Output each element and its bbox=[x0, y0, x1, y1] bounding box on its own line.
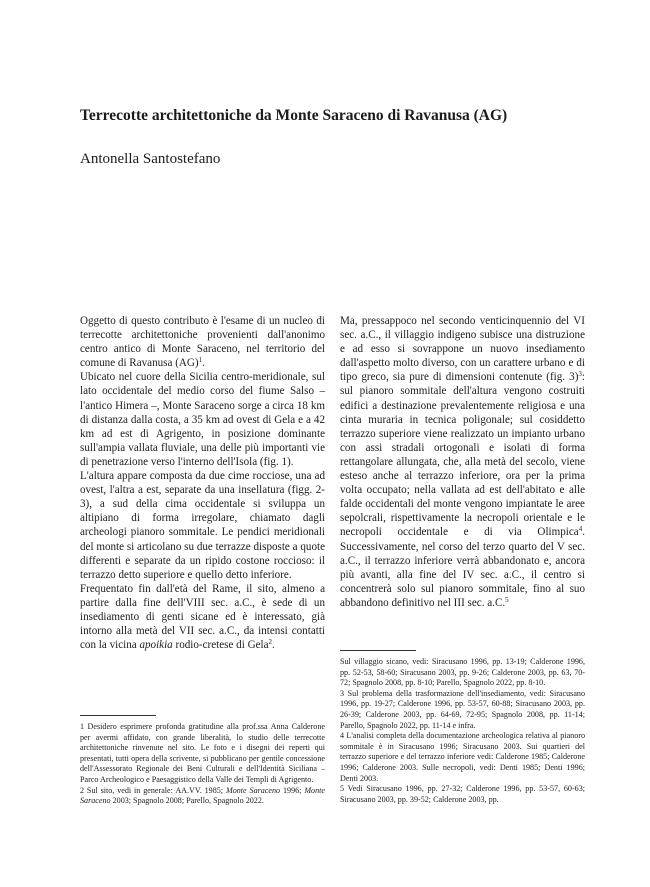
author-name: Antonella Santostefano bbox=[80, 151, 221, 167]
footnote: 5 Vedi Siracusano 1996, pp. 27-32; Calderone 1996, pp. 53-57, 60-63; Siracusano 2003, pp. 39-52; Calderone 2003, pp. bbox=[340, 784, 585, 804]
footnote-ref[interactable]: 1 bbox=[198, 356, 203, 365]
footnote-ref[interactable]: 2 bbox=[268, 638, 273, 647]
footnote: 2 Sul sito, vedi in generale: AA.VV. 1985; Monte Saraceno 1996; Monte Saraceno 2003; Spagnolo 2008; Parello, Spagnolo 2022. bbox=[80, 785, 325, 806]
paragraph: L'altura appare composta da due cime rocciose, una ad ovest, l'altra a est, separate da una insellatura (figg. 2-3), a sud della cima occidentale si sviluppa un altipiano di forma irregolare, chiamato dagli archeologi pianoro sommitale. Le pendici meridionali del monte si articolano su due terrazze disposte a quote differenti e separate da un ripido costone roccioso: il terrazzo detto superiore e quello detto inferiore. bbox=[80, 470, 325, 581]
footnotes-right bbox=[340, 650, 585, 805]
paper-title: Terrecotte architettoniche da Monte Saraceno di Ravanusa (AG) bbox=[80, 107, 508, 124]
body-column-right bbox=[340, 314, 585, 610]
footnote: 3 Sul problema della trasformazione dell'insediamento, vedi: Siracusano 1996, pp. 19-27; Calderone 1996, pp. 53-57, 60-88; Siracusano 2003, pp. 26-39; Calderone 2003, pp. 64-69, 72-95; Spagnolo 2008, pp. 11-14; Parello, Spagnolo 2022, pp. 11-14 e infra. bbox=[340, 688, 585, 730]
footnote-ref[interactable]: 5 bbox=[505, 595, 509, 604]
paragraph: Ubicato nel cuore della Sicilia centro-meridionale, sul lato occidentale del medio corso del fiume Salso – l'antico Himera –, Monte Saraceno sorge a circa 18 km di distanza dalla costa, a 35 km ad ovest di Gela e a 42 km ad est di Agrigento, in posizione dominante sull'ampia vallata fluviale, una delle più importanti vie di penetrazione verso l'interno dell'Isola (fig. 1). bbox=[80, 371, 325, 468]
body-column-left bbox=[80, 314, 325, 652]
paragraph: Ma, pressappoco nel secondo venticinquennio del VI sec. a.C., il villaggio indigeno subisce una distruzione e ad esso si sovrappone un nuovo insediamento dall'aspetto molto diverso, con un carattere urbano e di tipo greco, sia pure di dimensioni contenute (fig. 3)$^3$: sul pianoro sommitale dell'altura vengono costruiti edifici a destinazione prevalentemente religiosa e una cinta muraria in tecnica poligonale; sul cosiddetto terrazzo superiore viene realizzato un impianto urbano con assi stradali ortogonali e isolati di forma rettangolare allungata, che, alla metà del secolo, viene esteso anche al terrazzo inferiore, ora per la prima volta occupato; nella vallata ad est dell'abitato e alle falde occidentali del monte vengono impiantate le aree sepolcrali, rispettivamente la necropoli orientale e le necropoli occidentale e di via Olimpica$^4$. Successivamente, nel corso del terzo quarto del V sec. a.C., il terrazzo inferiore verrà abbandonato e, ancora più avanti, alla fine del IV sec. a.C., il centro si concentrerà solo sul pianoro sommitale, fino al suo abbandono definitivo nel III sec. a.C.$^5$ bbox=[340, 315, 585, 609]
footnotes-left bbox=[80, 715, 325, 807]
footnote: Sul villaggio sicano, vedi: Siracusano 1996, pp. 13-19; Calderone 1996, pp. 52-53, 58-60; Siracusano 2003, pp. 9-26; Calderone 2003, pp. 63, 70-72; Spagnolo 2008, pp. 8-10; Parello, Spagnolo 2022, pp. 8-10. bbox=[340, 657, 585, 688]
paragraph: Frequentato fin dall'età del Rame, il sito, almeno a partire dalla fine dell'VIII sec. a.C., è sede di un insediamento di genti sicane ed è interessato, già intorno alla metà del VII sec. a.C., da intensi contatti con la vicina apoikia rodio-cretese di Gela$^2$. bbox=[80, 582, 325, 652]
footnote-separator bbox=[340, 650, 416, 651]
footnote: 1 Desidero esprimere profonda gratitudine alla prof.ssa Anna Calderone per avermi affidato, con grande liberalità, lo studio delle terrecotte architettoniche rinvenute nel sito. Le foto e i disegni dei reperti qui presentati, tutti opera della scrivente, si pubblicano per gentile concessione dell'Assessorato Regionale dei Beni Culturali e dell'Identità Siciliana – Parco Archeologico e Paesaggistico della Valle dei Templi di Agrigento. bbox=[80, 722, 325, 784]
paragraph: Oggetto di questo contributo è l'esame di un nucleo di terrecotte architettoniche provenienti dall'anonimo centro antico di Monte Saraceno, nel territorio del comune di Ravanusa (AG)$^1$. bbox=[80, 315, 325, 370]
footnote-separator bbox=[80, 715, 156, 716]
footnote-ref[interactable]: 4 bbox=[578, 525, 583, 534]
footnote-ref[interactable]: 3 bbox=[578, 370, 582, 379]
footnote: 4 L'analisi completa della documentazione archeologica relativa al pianoro sommitale è in Siracusano 1996; Siracusano 2003. Sui quartieri del terrazzo superiore e del terrazzo inferiore vedi: Calderone 1985; Calderone 1996; Calderone 2003. Sulle necropoli, vedi: Denti 1985; Denti 1996; Denti 2003. bbox=[340, 731, 585, 783]
